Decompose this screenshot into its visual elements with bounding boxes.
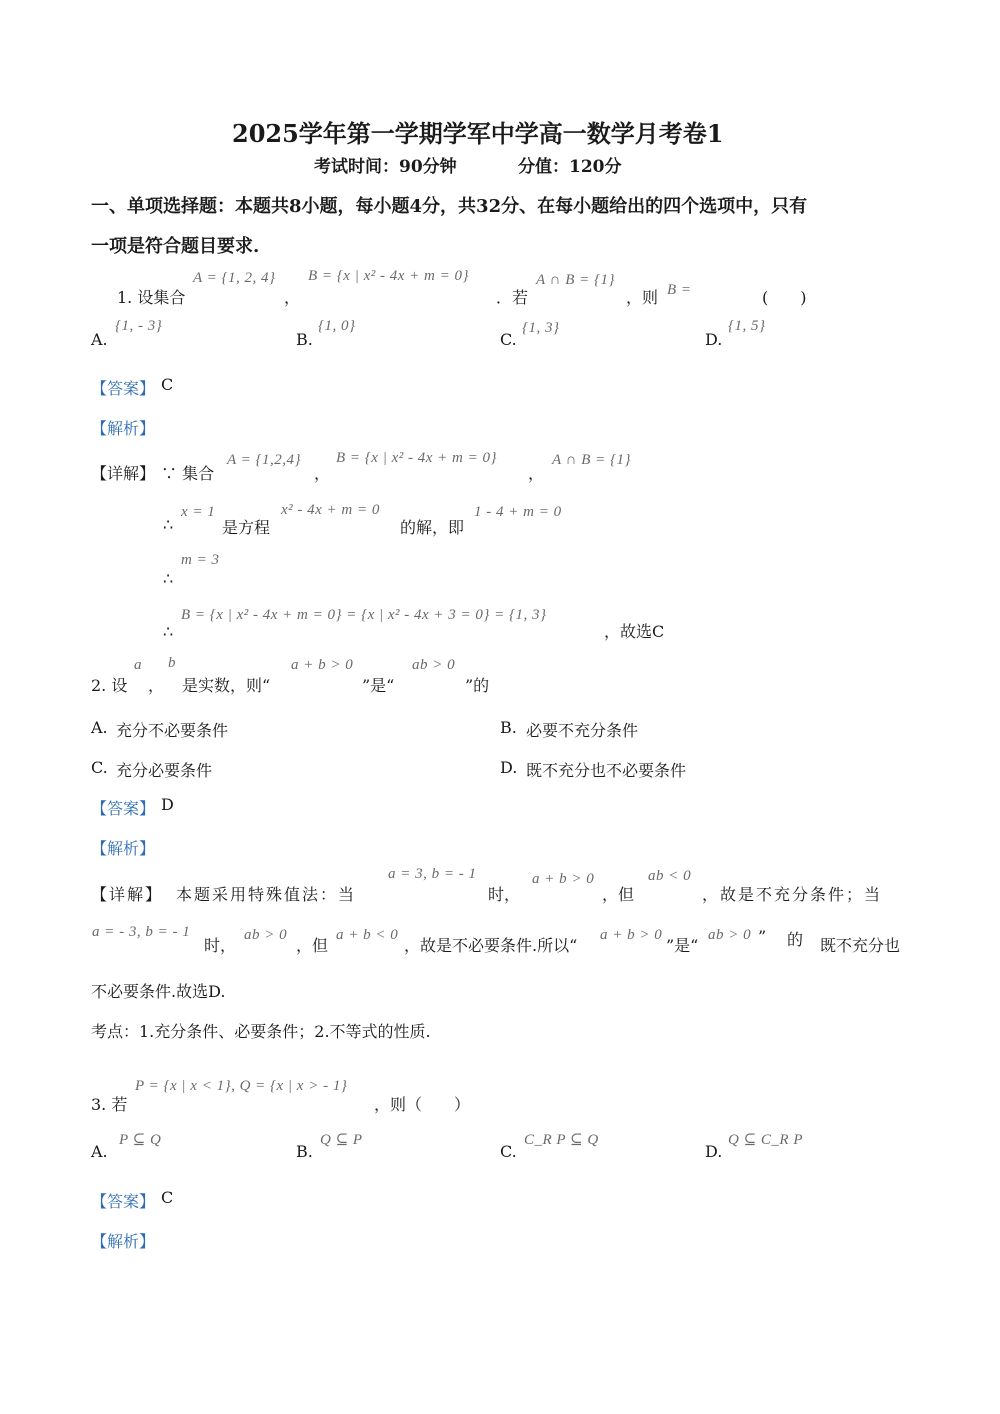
q2-var-b: b (168, 655, 176, 671)
q3-text: ，则（ ） (374, 1095, 471, 1114)
q1-detail-condition: A ∩ B = {1} (552, 452, 632, 468)
q1-solution-expr: B = {x | x² - 4x + m = 0} = {x | x² - 4x + 3 = 0} = {1, 3} (181, 607, 547, 623)
q1-detail-set-a: A = {1,2,4} (227, 452, 302, 468)
q1-option-d: {1, 5} (728, 318, 766, 334)
q2-option-b-label: B. (500, 718, 517, 737)
q2-l2-math-1: a = - 3, b = - 1 (92, 924, 191, 940)
q1-text-equation: 是方程 (222, 518, 271, 537)
q1-set-a: A = {1, 2, 4} (193, 270, 276, 286)
q3-option-b: Q ⊆ P (320, 1132, 363, 1148)
section-heading-line2: 一项是符合题目要求. (91, 236, 260, 257)
q1-detail-comma-2: ， (528, 464, 545, 483)
q2-l2-text-5: ” (758, 927, 767, 946)
exam-time: 考试时间：90分钟 (314, 157, 457, 177)
q3-answer: C (161, 1188, 174, 1207)
q1-analysis-tag: 【解析】 (91, 419, 156, 438)
q2-prefix: 2. 设 (91, 676, 128, 695)
q2-l1-text-2: 时， (488, 885, 521, 904)
q1-condition: A ∩ B = {1} (536, 272, 616, 288)
q2-l1-text-3: ，但 (602, 885, 635, 904)
q2-comma: ， (148, 676, 165, 695)
q1-answer-tag: 【答案】 (91, 379, 156, 398)
q3-option-a: P ⊆ Q (119, 1132, 162, 1148)
q1-option-b-label: B. (296, 330, 313, 349)
q2-option-a-label: A. (91, 718, 108, 737)
q1-prefix: 1. 设集合 (117, 288, 186, 307)
q2-l2-math-4: a + b > 0 (600, 927, 663, 943)
q2-l2-text-7: 既不充分也 (820, 936, 901, 955)
q2-text-1: 是实数，则“ (182, 676, 271, 695)
q3-option-c: C_R P ⊆ Q (524, 1132, 599, 1148)
q2-option-c-label: C. (91, 758, 108, 777)
q3-option-a-label: A. (91, 1142, 108, 1161)
q2-option-b: 必要不充分条件 (526, 721, 639, 740)
q1-option-c: {1, 3} (522, 320, 560, 336)
q2-l1-math-1: a = 3, b = - 1 (388, 866, 477, 882)
q1-set-b: B = {x | x² - 4x + m = 0} (308, 268, 469, 284)
q1-detail-comma-1: ， (314, 464, 331, 483)
q1-detail-set-b: B = {x | x² - 4x + m = 0} (336, 450, 497, 466)
q1-answer: C (161, 375, 174, 394)
q1-therefore-3: ∴ (163, 622, 174, 641)
q1-paren: ( ) (762, 288, 807, 307)
q2-l2-text-3: ，故是不必要条件.所以“ (404, 936, 578, 955)
q2-var-a: a (134, 657, 142, 673)
q1-option-c-label: C. (500, 330, 517, 349)
q1-equation-2: 1 - 4 + m = 0 (474, 504, 562, 520)
q3-answer-tag: 【答案】 (91, 1192, 156, 1211)
q1-option-b: {1, 0} (318, 318, 356, 334)
q1-detail-text: ∵ 集合 (161, 464, 215, 483)
q2-option-d-label: D. (500, 758, 518, 777)
q1-if: ．若 (496, 288, 529, 307)
q1-ask: B = (667, 282, 692, 298)
q3-analysis-tag: 【解析】 (91, 1232, 156, 1251)
q3-option-d: Q ⊆ C_R P (728, 1132, 803, 1148)
section-heading-line1: 一、单项选择题：本题共8小题，每小题4分，共32分、在每小题给出的四个选项中，只有 (91, 196, 808, 217)
q1-option-a: {1, - 3} (115, 318, 163, 334)
q2-detail-tag: 【详解】 (91, 885, 164, 904)
q2-l1-text-4: ，故是不充分条件；当 (702, 885, 883, 904)
exam-score: 分值：120分 (518, 157, 622, 177)
q2-option-d: 既不充分也不必要条件 (526, 761, 687, 780)
q1-x-equals-1: x = 1 (181, 504, 216, 520)
q2-answer-tag: 【答案】 (91, 799, 156, 818)
q2-l2-text-1: 时， (204, 936, 237, 955)
q1-option-d-label: D. (705, 330, 723, 349)
q1-detail-tag: 【详解】 (91, 464, 156, 483)
q3-prefix: 3. 若 (91, 1095, 128, 1114)
q3-expr: P = {x | x < 1}, Q = {x | x > - 1} (135, 1078, 348, 1094)
q1-equation: x² - 4x + m = 0 (281, 502, 380, 518)
q2-option-c: 充分必要条件 (116, 761, 213, 780)
q1-text-solution: 的解，即 (400, 518, 465, 537)
q3-option-d-label: D. (705, 1142, 723, 1161)
q2-l1-text-1: 本题采用特殊值法：当 (176, 885, 357, 904)
q2-l2-math-5: ab > 0 (708, 927, 752, 943)
q1-option-a-label: A. (91, 330, 108, 349)
q2-l2-text-2: ，但 (296, 936, 329, 955)
q1-therefore-2: ∴ (163, 569, 174, 588)
q1-comma: ， (284, 288, 301, 307)
q1-conclusion: ，故选C (604, 622, 665, 641)
q2-cond-2: ab > 0 (412, 657, 456, 673)
q2-l2-text-6: 的 (787, 930, 804, 949)
q3-option-b-label: B. (296, 1142, 313, 1161)
q2-cond-1: a + b > 0 (291, 657, 354, 673)
q1-then: ，则 (626, 288, 659, 307)
q2-l1-math-3: ab < 0 (648, 868, 692, 884)
q2-analysis-tag: 【解析】 (91, 839, 156, 858)
q2-text-3: ”的 (465, 676, 490, 695)
page-title: 2025学年第一学期学军中学高一数学月考卷1 (232, 119, 724, 148)
q2-l1-math-2: a + b > 0 (532, 871, 595, 887)
q2-answer: D (161, 795, 174, 814)
q2-l2-math-2: ab > 0 (244, 927, 288, 943)
q2-text-2: ”是“ (362, 676, 395, 695)
q3-option-c-label: C. (500, 1142, 517, 1161)
q2-l3-text: 不必要条件.故选D. (91, 982, 226, 1001)
q2-l2-text-4: ”是“ (666, 936, 699, 955)
q2-option-a: 充分不必要条件 (116, 721, 229, 740)
q2-knowledge-points: 考点：1.充分条件、必要条件；2.不等式的性质. (91, 1022, 431, 1041)
q1-m-value: m = 3 (181, 552, 220, 568)
q2-l2-math-3: a + b < 0 (336, 927, 399, 943)
q1-therefore-1: ∴ (163, 515, 174, 534)
